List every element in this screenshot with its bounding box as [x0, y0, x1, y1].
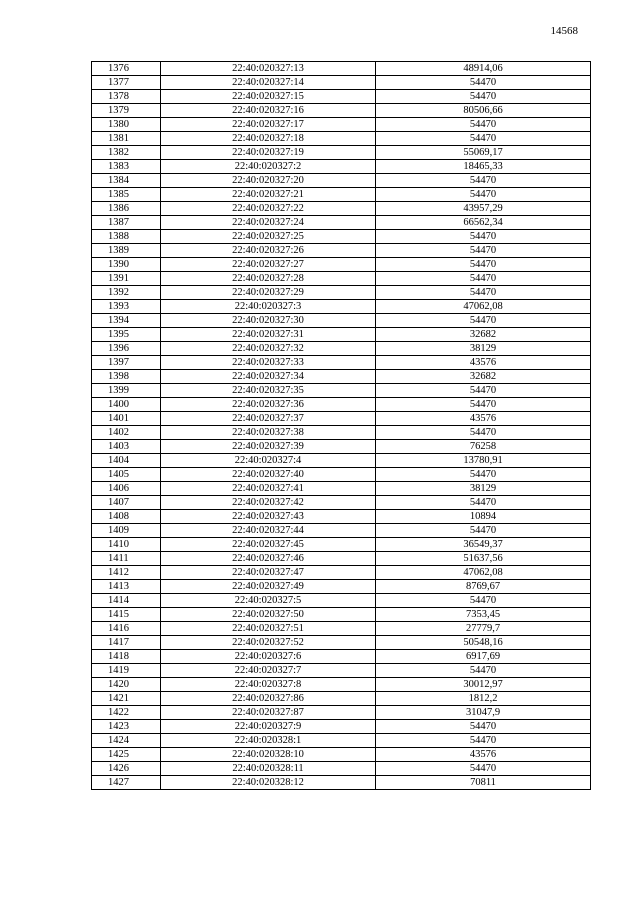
table-row	[92, 62, 591, 76]
value-cell: 31047,9	[376, 706, 591, 720]
cadastral-number-cell: 22:40:020327:2	[161, 160, 376, 174]
row-number-cell: 1416	[92, 622, 161, 636]
row-number-cell: 1422	[92, 706, 161, 720]
cadastral-number-cell: 22:40:020327:27	[161, 258, 376, 272]
value-cell: 54470	[376, 258, 591, 272]
table-row	[92, 160, 591, 174]
cadastral-number-cell: 22:40:020327:26	[161, 244, 376, 258]
row-number-cell: 1383	[92, 160, 161, 174]
cadastral-number-cell: 22:40:020327:4	[161, 454, 376, 468]
table-row	[92, 272, 591, 286]
cadastral-number-cell: 22:40:020327:3	[161, 300, 376, 314]
table-row	[92, 300, 591, 314]
table-row	[92, 720, 591, 734]
table-row	[92, 398, 591, 412]
row-number-cell: 1400	[92, 398, 161, 412]
cadastral-number-cell: 22:40:020327:45	[161, 538, 376, 552]
table-row	[92, 734, 591, 748]
cadastral-number-cell: 22:40:020327:24	[161, 216, 376, 230]
row-number-cell: 1384	[92, 174, 161, 188]
value-cell: 54470	[376, 426, 591, 440]
table-body	[92, 62, 591, 790]
table-row	[92, 440, 591, 454]
cadastral-number-cell: 22:40:020327:32	[161, 342, 376, 356]
value-cell: 27779,7	[376, 622, 591, 636]
row-number-cell: 1405	[92, 468, 161, 482]
table-row	[92, 104, 591, 118]
cadastral-number-cell: 22:40:020327:40	[161, 468, 376, 482]
cadastral-number-cell: 22:40:020327:41	[161, 482, 376, 496]
row-number-cell: 1426	[92, 762, 161, 776]
table-row	[92, 258, 591, 272]
table-row	[92, 230, 591, 244]
table-row	[92, 482, 591, 496]
cadastral-number-cell: 22:40:020327:20	[161, 174, 376, 188]
row-number-cell: 1392	[92, 286, 161, 300]
cadastral-number-cell: 22:40:020327:49	[161, 580, 376, 594]
table-row	[92, 244, 591, 258]
cadastral-number-cell: 22:40:020327:6	[161, 650, 376, 664]
row-number-cell: 1412	[92, 566, 161, 580]
cadastral-number-cell: 22:40:020327:36	[161, 398, 376, 412]
value-cell: 54470	[376, 496, 591, 510]
cadastral-number-cell: 22:40:020327:15	[161, 90, 376, 104]
row-number-cell: 1417	[92, 636, 161, 650]
row-number-cell: 1396	[92, 342, 161, 356]
value-cell: 36549,37	[376, 538, 591, 552]
row-number-cell: 1423	[92, 720, 161, 734]
value-cell: 54470	[376, 314, 591, 328]
row-number-cell: 1419	[92, 664, 161, 678]
table-row	[92, 608, 591, 622]
cadastral-number-cell: 22:40:020327:30	[161, 314, 376, 328]
value-cell: 70811	[376, 776, 591, 790]
cadastral-number-cell: 22:40:020327:42	[161, 496, 376, 510]
value-cell: 80506,66	[376, 104, 591, 118]
value-cell: 47062,08	[376, 566, 591, 580]
table-row	[92, 776, 591, 790]
value-cell: 54470	[376, 734, 591, 748]
row-number-cell: 1408	[92, 510, 161, 524]
cadastral-number-cell: 22:40:020327:22	[161, 202, 376, 216]
value-cell: 32682	[376, 328, 591, 342]
row-number-cell: 1387	[92, 216, 161, 230]
table-row	[92, 762, 591, 776]
value-cell: 43576	[376, 748, 591, 762]
table-row	[92, 146, 591, 160]
cadastral-number-cell: 22:40:020327:17	[161, 118, 376, 132]
row-number-cell: 1390	[92, 258, 161, 272]
cadastral-number-cell: 22:40:020327:5	[161, 594, 376, 608]
table-row	[92, 90, 591, 104]
cadastral-number-cell: 22:40:020327:29	[161, 286, 376, 300]
cadastral-number-cell: 22:40:020327:16	[161, 104, 376, 118]
value-cell: 54470	[376, 90, 591, 104]
value-cell: 8769,67	[376, 580, 591, 594]
value-cell: 54470	[376, 720, 591, 734]
cadastral-number-cell: 22:40:020327:9	[161, 720, 376, 734]
row-number-cell: 1425	[92, 748, 161, 762]
value-cell: 55069,17	[376, 146, 591, 160]
row-number-cell: 1386	[92, 202, 161, 216]
value-cell: 51637,56	[376, 552, 591, 566]
table-row	[92, 216, 591, 230]
cadastral-number-cell: 22:40:020327:51	[161, 622, 376, 636]
row-number-cell: 1385	[92, 188, 161, 202]
row-number-cell: 1404	[92, 454, 161, 468]
row-number-cell: 1380	[92, 118, 161, 132]
row-number-cell: 1409	[92, 524, 161, 538]
row-number-cell: 1389	[92, 244, 161, 258]
value-cell: 54470	[376, 272, 591, 286]
cadastral-number-cell: 22:40:020328:1	[161, 734, 376, 748]
table-row	[92, 650, 591, 664]
row-number-cell: 1399	[92, 384, 161, 398]
value-cell: 54470	[376, 524, 591, 538]
value-cell: 54470	[376, 286, 591, 300]
value-cell: 54470	[376, 76, 591, 90]
table-row	[92, 524, 591, 538]
cadastral-number-cell: 22:40:020327:86	[161, 692, 376, 706]
row-number-cell: 1393	[92, 300, 161, 314]
value-cell: 54470	[376, 398, 591, 412]
value-cell: 10894	[376, 510, 591, 524]
value-cell: 54470	[376, 230, 591, 244]
table-row	[92, 622, 591, 636]
value-cell: 54470	[376, 594, 591, 608]
cadastral-number-cell: 22:40:020327:21	[161, 188, 376, 202]
value-cell: 48914,06	[376, 62, 591, 76]
value-cell: 43576	[376, 356, 591, 370]
row-number-cell: 1410	[92, 538, 161, 552]
table-row	[92, 314, 591, 328]
value-cell: 54470	[376, 132, 591, 146]
table-row	[92, 188, 591, 202]
cadastral-number-cell: 22:40:020328:11	[161, 762, 376, 776]
table-row	[92, 538, 591, 552]
value-cell: 54470	[376, 118, 591, 132]
table-row	[92, 706, 591, 720]
table-row	[92, 342, 591, 356]
cadastral-number-cell: 22:40:020327:44	[161, 524, 376, 538]
value-cell: 50548,16	[376, 636, 591, 650]
table-row	[92, 370, 591, 384]
cadastral-number-cell: 22:40:020327:14	[161, 76, 376, 90]
value-cell: 7353,45	[376, 608, 591, 622]
table-row	[92, 328, 591, 342]
value-cell: 43576	[376, 412, 591, 426]
cadastral-number-cell: 22:40:020327:33	[161, 356, 376, 370]
table-row	[92, 664, 591, 678]
value-cell: 54470	[376, 174, 591, 188]
cadastral-number-cell: 22:40:020327:28	[161, 272, 376, 286]
row-number-cell: 1403	[92, 440, 161, 454]
value-cell: 30012,97	[376, 678, 591, 692]
table-row	[92, 552, 591, 566]
cadastral-number-cell: 22:40:020327:13	[161, 62, 376, 76]
row-number-cell: 1379	[92, 104, 161, 118]
table-row	[92, 468, 591, 482]
table-row	[92, 412, 591, 426]
table-row	[92, 286, 591, 300]
row-number-cell: 1388	[92, 230, 161, 244]
value-cell: 54470	[376, 762, 591, 776]
row-number-cell: 1377	[92, 76, 161, 90]
row-number-cell: 1395	[92, 328, 161, 342]
table-row	[92, 384, 591, 398]
table-row	[92, 636, 591, 650]
value-cell: 32682	[376, 370, 591, 384]
row-number-cell: 1402	[92, 426, 161, 440]
value-cell: 47062,08	[376, 300, 591, 314]
row-number-cell: 1378	[92, 90, 161, 104]
cadastral-number-cell: 22:40:020328:12	[161, 776, 376, 790]
row-number-cell: 1418	[92, 650, 161, 664]
row-number-cell: 1401	[92, 412, 161, 426]
cadastral-number-cell: 22:40:020327:43	[161, 510, 376, 524]
row-number-cell: 1411	[92, 552, 161, 566]
table-row	[92, 426, 591, 440]
value-cell: 54470	[376, 468, 591, 482]
cadastral-number-cell: 22:40:020327:35	[161, 384, 376, 398]
page-number: 14568	[550, 25, 578, 37]
row-number-cell: 1391	[92, 272, 161, 286]
row-number-cell: 1394	[92, 314, 161, 328]
value-cell: 1812,2	[376, 692, 591, 706]
cadastral-number-cell: 22:40:020327:7	[161, 664, 376, 678]
value-cell: 54470	[376, 384, 591, 398]
table-row	[92, 202, 591, 216]
cadastral-number-cell: 22:40:020327:34	[161, 370, 376, 384]
table-row	[92, 692, 591, 706]
table-row	[92, 132, 591, 146]
row-number-cell: 1382	[92, 146, 161, 160]
cadastral-number-cell: 22:40:020327:25	[161, 230, 376, 244]
row-number-cell: 1407	[92, 496, 161, 510]
table-row	[92, 594, 591, 608]
cadastral-number-cell: 22:40:020328:10	[161, 748, 376, 762]
value-cell: 54470	[376, 244, 591, 258]
row-number-cell: 1381	[92, 132, 161, 146]
row-number-cell: 1415	[92, 608, 161, 622]
row-number-cell: 1398	[92, 370, 161, 384]
table-row	[92, 174, 591, 188]
cadastral-number-cell: 22:40:020327:50	[161, 608, 376, 622]
row-number-cell: 1376	[92, 62, 161, 76]
row-number-cell: 1414	[92, 594, 161, 608]
value-cell: 18465,33	[376, 160, 591, 174]
value-cell: 6917,69	[376, 650, 591, 664]
table-row	[92, 748, 591, 762]
value-cell: 13780,91	[376, 454, 591, 468]
row-number-cell: 1421	[92, 692, 161, 706]
row-number-cell: 1427	[92, 776, 161, 790]
value-cell: 54470	[376, 664, 591, 678]
table-row	[92, 76, 591, 90]
table-row	[92, 580, 591, 594]
table-row	[92, 454, 591, 468]
cadastral-number-cell: 22:40:020327:46	[161, 552, 376, 566]
cadastral-number-cell: 22:40:020327:8	[161, 678, 376, 692]
row-number-cell: 1413	[92, 580, 161, 594]
value-cell: 66562,34	[376, 216, 591, 230]
table-row	[92, 566, 591, 580]
value-cell: 38129	[376, 482, 591, 496]
cadastral-number-cell: 22:40:020327:19	[161, 146, 376, 160]
value-cell: 43957,29	[376, 202, 591, 216]
value-cell: 76258	[376, 440, 591, 454]
cadastral-number-cell: 22:40:020327:39	[161, 440, 376, 454]
row-number-cell: 1424	[92, 734, 161, 748]
cadastral-number-cell: 22:40:020327:47	[161, 566, 376, 580]
cadastral-number-cell: 22:40:020327:52	[161, 636, 376, 650]
cadastral-number-cell: 22:40:020327:18	[161, 132, 376, 146]
table-row	[92, 678, 591, 692]
cadastral-number-cell: 22:40:020327:38	[161, 426, 376, 440]
row-number-cell: 1397	[92, 356, 161, 370]
cadastral-number-cell: 22:40:020327:87	[161, 706, 376, 720]
cadastral-number-cell: 22:40:020327:31	[161, 328, 376, 342]
row-number-cell: 1406	[92, 482, 161, 496]
data-table	[91, 61, 591, 790]
table-row	[92, 496, 591, 510]
cadastral-number-cell: 22:40:020327:37	[161, 412, 376, 426]
value-cell: 38129	[376, 342, 591, 356]
row-number-cell: 1420	[92, 678, 161, 692]
value-cell: 54470	[376, 188, 591, 202]
table-row	[92, 118, 591, 132]
table-row	[92, 356, 591, 370]
table-row	[92, 510, 591, 524]
